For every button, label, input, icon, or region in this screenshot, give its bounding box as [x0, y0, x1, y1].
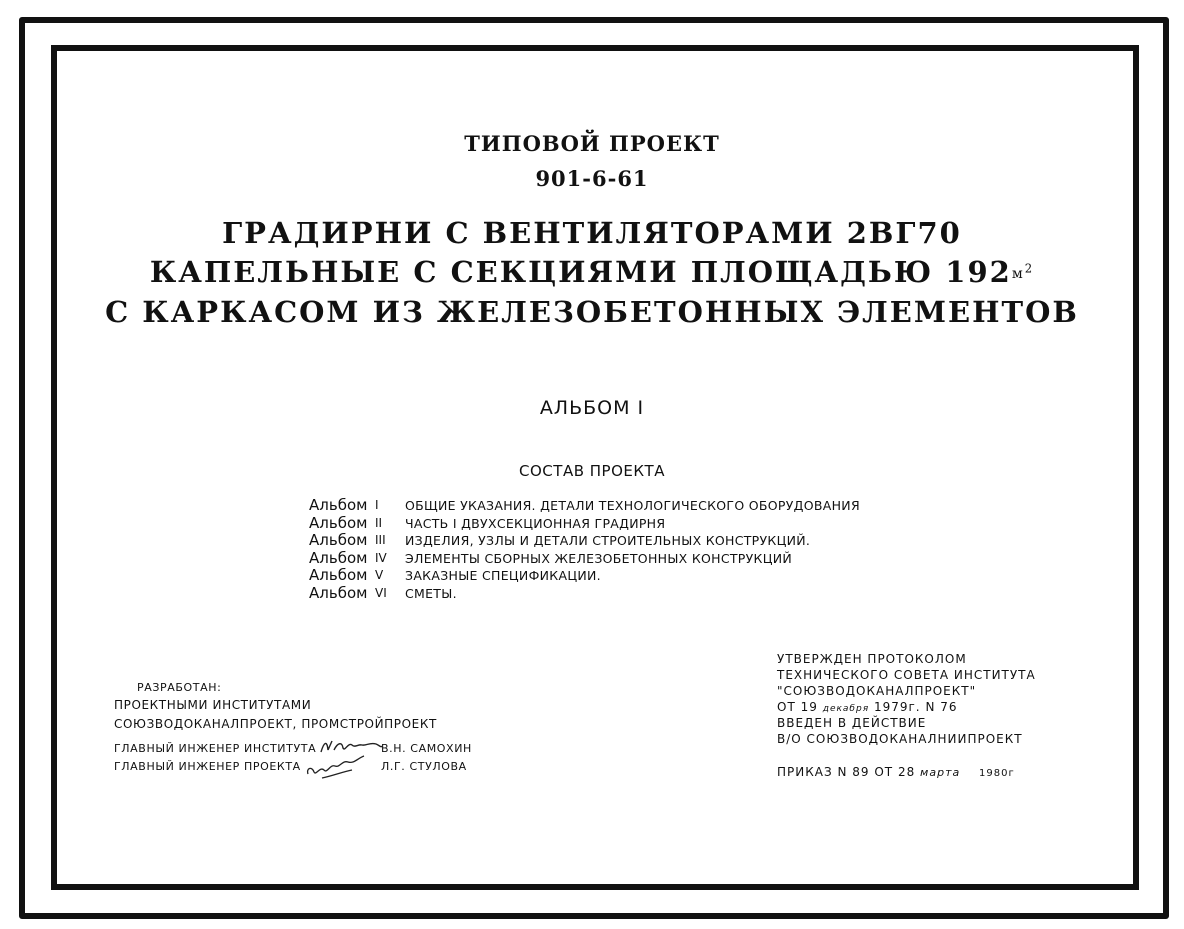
title-unit-sup: 2	[1024, 261, 1035, 276]
album-row	[309, 515, 860, 533]
album-number: IV	[375, 550, 387, 565]
album-row	[309, 532, 860, 550]
order-year: 1980г	[979, 768, 1015, 779]
album-word: Альбом	[309, 496, 368, 514]
album-row	[309, 497, 860, 515]
order-month: марта	[920, 766, 961, 779]
title-unit	[1011, 261, 1035, 282]
title-line-2	[0, 255, 1184, 289]
album-row	[309, 550, 860, 568]
project-kind: ТИПОВОЙ ПРОЕКТ	[464, 131, 720, 156]
album-description: СМЕТЫ.	[405, 585, 457, 601]
title-unit-text: м	[1011, 266, 1025, 282]
album-description: ОБЩИЕ УКАЗАНИЯ. ДЕТАЛИ ТЕХНОЛОГИЧЕСКОГО ОБОРУДОВАНИЯ	[405, 498, 860, 513]
title-line-1: ГРАДИРНИ С ВЕНТИЛЯТОРАМИ 2ВГ70	[222, 216, 962, 250]
developed-line-1: ПРОЕКТНЫМИ ИНСТИТУТАМИ	[114, 698, 312, 712]
approved-line-6: В/О СОЮЗВОДОКАНАЛНИИПРОЕКТ	[777, 732, 1023, 746]
approved-year: 1979г.	[873, 700, 921, 714]
title-line-3: С КАРКАСОМ ИЗ ЖЕЛЕЗОБЕТОННЫХ ЭЛЕМЕНТОВ	[105, 295, 1079, 329]
approved-line-5: ВВЕДЕН В ДЕЙСТВИЕ	[777, 716, 927, 730]
signature-stulova	[302, 752, 372, 782]
project-number: 901-6-61	[535, 166, 649, 191]
album-number: V	[375, 568, 384, 582]
album-description: ИЗДЕЛИЯ, УЗЛЫ И ДЕТАЛИ СТРОИТЕЛЬНЫХ КОНСТРУКЦИЙ.	[405, 533, 811, 548]
album-word: Альбом	[309, 548, 368, 567]
chief-project-role: ГЛАВНЫЙ ИНЖЕНЕР ПРОЕКТА	[114, 760, 301, 773]
approved-line-2: ТЕХНИЧЕСКОГО СОВЕТА ИНСТИТУТА	[777, 668, 1036, 682]
chief-project-name: Л.Г. СТУЛОВА	[381, 760, 467, 773]
album-word: Альбом	[309, 583, 368, 602]
chief-institute-role: ГЛАВНЫЙ ИНЖЕНЕР ИНСТИТУТА	[114, 742, 317, 755]
chief-institute-name: В.Н. САМОХИН	[381, 742, 472, 755]
album-number: II	[375, 515, 383, 530]
order-line	[777, 765, 1015, 779]
album-label: АЛЬБОМ I	[539, 397, 645, 419]
approved-line-3: "СОЮЗВОДОКАНАЛПРОЕКТ"	[777, 684, 977, 698]
approved-line-4	[777, 700, 958, 714]
album-description: ЭЛЕМЕНТЫ СБОРНЫХ ЖЕЛЕЗОБЕТОННЫХ КОНСТРУКЦИЙ	[405, 550, 793, 566]
approved-month: декабря	[822, 704, 870, 714]
order-prefix: ПРИКАЗ N 89 ОТ 28	[777, 765, 916, 779]
album-description: ЧАСТЬ I ДВУХСЕКЦИОННАЯ ГРАДИРНЯ	[405, 515, 666, 531]
album-number: VI	[375, 585, 387, 600]
composition-label: СОСТАВ ПРОЕКТА	[519, 462, 665, 480]
album-word: Альбом	[309, 531, 368, 549]
album-number: III	[375, 533, 386, 547]
developed-label: РАЗРАБОТАН:	[137, 681, 222, 694]
album-description: ЗАКАЗНЫЕ СПЕЦИФИКАЦИИ.	[405, 568, 601, 583]
album-word: Альбом	[309, 566, 368, 584]
approved-date-prefix: ОТ	[777, 700, 796, 714]
album-row	[309, 585, 860, 603]
title-line-2-text: КАПЕЛЬНЫЕ С СЕКЦИЯМИ ПЛОЩАДЬЮ 192	[149, 255, 1012, 289]
album-list	[309, 497, 860, 602]
developed-line-2: СОЮЗВОДОКАНАЛПРОЕКТ, ПРОМСТРОЙПРОЕКТ	[114, 717, 437, 731]
approved-number: N 76	[925, 700, 958, 714]
album-row	[309, 567, 860, 585]
album-word: Альбом	[309, 513, 368, 532]
album-number: I	[375, 498, 379, 512]
approved-day: 19	[800, 700, 818, 714]
approved-line-1: УТВЕРЖДЕН ПРОТОКОЛОМ	[777, 652, 967, 666]
